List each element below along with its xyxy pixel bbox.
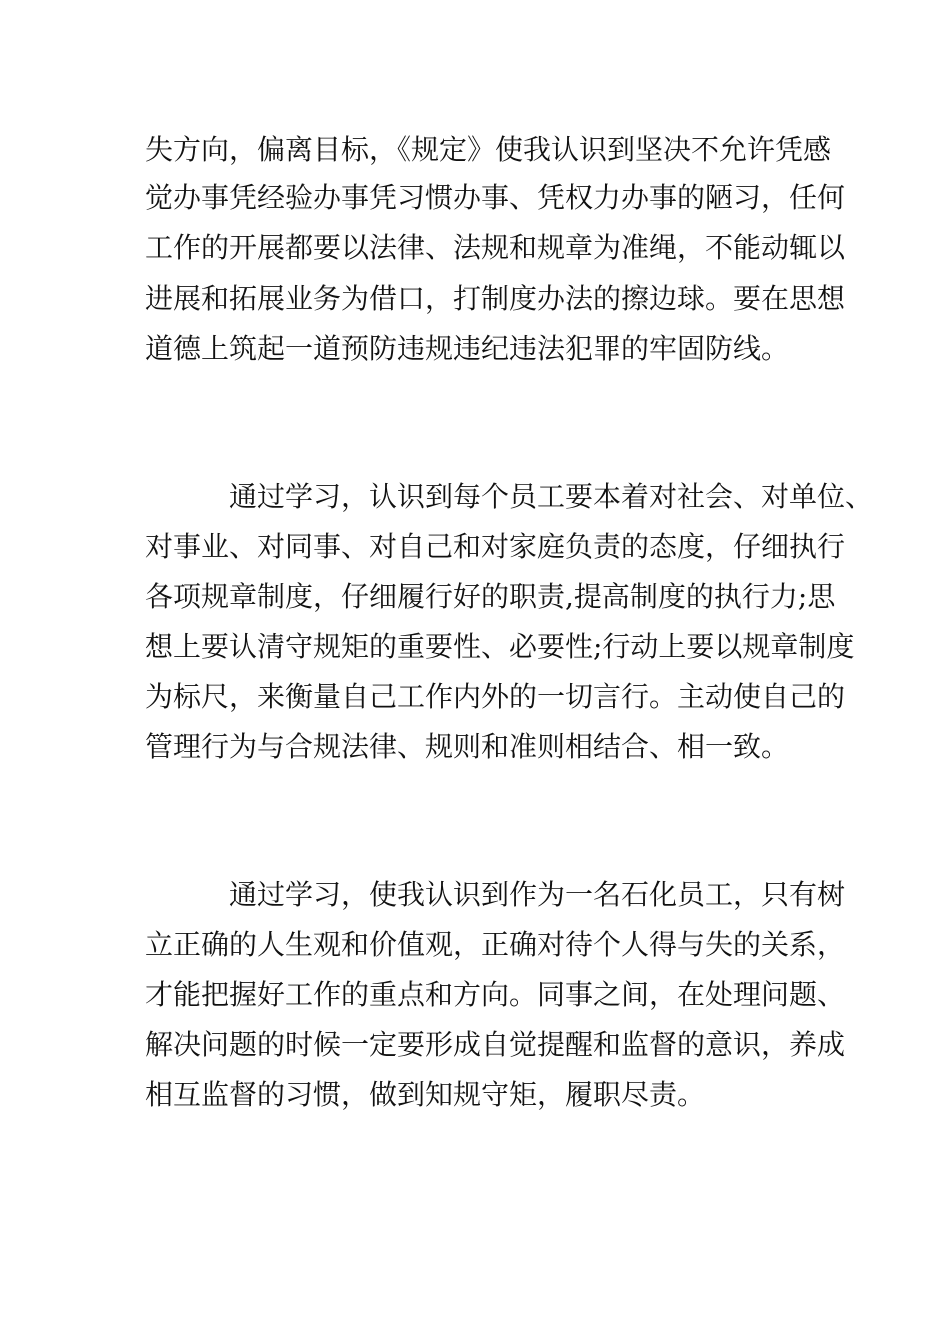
paragraph-line: 通过学习，认识到每个员工要本着对社会、对单位、 [229, 480, 874, 513]
paragraph-line: 进展和拓展业务为借口，打制度办法的擦边球。要在思想 [145, 282, 846, 315]
paragraph-line: 失方向，偏离目标，《规定》使我认识到坚决不允许凭感 [145, 133, 832, 166]
paragraph-line: 管理行为与合规法律、规则和准则相结合、相一致。 [145, 730, 790, 763]
paragraph-line: 相互监督的习惯，做到知规守矩，履职尽责。 [145, 1078, 706, 1111]
paragraph-line: 道德上筑起一道预防违规违纪违法犯罪的牢固防线。 [145, 332, 790, 365]
paragraph-line: 通过学习，使我认识到作为一名石化员工，只有树 [229, 878, 846, 911]
paragraph-line: 对事业、对同事、对自己和对家庭负责的态度，仔细执行 [145, 530, 846, 563]
paragraph-line: 觉办事凭经验办事凭习惯办事、凭权力办事的陋习，任何 [145, 181, 846, 214]
paragraph-line: 解决问题的时候一定要形成自觉提醒和监督的意识，养成 [145, 1028, 846, 1061]
paragraph-line: 为标尺，来衡量自己工作内外的一切言行。主动使自己的 [145, 680, 846, 713]
paragraph-line: 想上要认清守规矩的重要性、必要性;行动上要以规章制度 [145, 630, 855, 663]
paragraph-line: 才能把握好工作的重点和方向。同事之间，在处理问题、 [145, 978, 846, 1011]
paragraph-line: 立正确的人生观和价值观，正确对待个人得与失的关系， [145, 928, 846, 961]
paragraph-line: 各项规章制度，仔细履行好的职责,提高制度的执行力;思 [145, 580, 836, 613]
paragraph-line: 工作的开展都要以法律、法规和规章为准绳，不能动辄以 [145, 231, 846, 264]
